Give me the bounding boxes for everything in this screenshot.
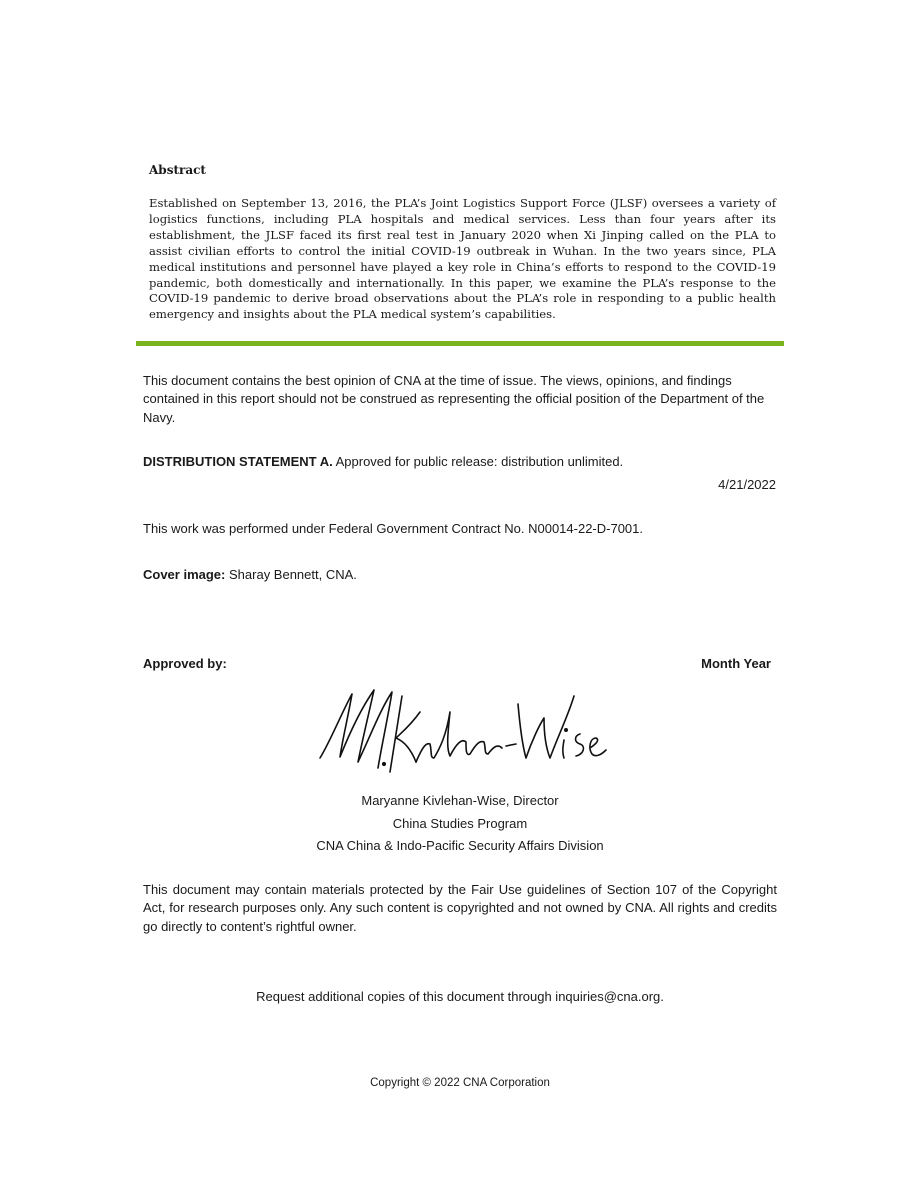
cover-text: Sharay Bennett, CNA. bbox=[229, 567, 357, 582]
abstract-body: Established on September 13, 2016, the PLA’s Joint Logistics Support Force (JLSF) oversees a variety of logistics functions, including PLA hospitals and medical services. Less than four years after its establishment, the JLSF faced its first real test in January 2020 when Xi Jinping called on the PLA to assist civilian efforts to control the initial COVID-19 outbreak in Wuhan. In the two years since, PLA medical institutions and personnel have played a key role in China’s efforts to respond to the COVID-19 pandemic, both domestically and internationally. In this paper, we examine the PLA’s response to the COVID-19 pandemic to derive broad observations about the PLA’s role in responding to a public health emergency and insights about the PLA medical system’s capabilities. bbox=[149, 196, 776, 322]
distribution-label: DISTRIBUTION STATEMENT A. bbox=[143, 454, 333, 469]
approved-by-label: Approved by: bbox=[143, 656, 227, 671]
signature bbox=[312, 682, 612, 782]
issue-date: 4/21/2022 bbox=[718, 477, 776, 492]
signer-program: China Studies Program bbox=[392, 815, 528, 831]
month-year-label: Month Year bbox=[701, 656, 771, 671]
signer-division: CNA China & Indo-Pacific Security Affairs Division bbox=[316, 838, 604, 853]
fair-use-text: This document may contain materials protected by the Fair Use guidelines of Section 107 of the Copyright Act, for research purposes only. Any such content is copyrighted and not owned by CNA. All rights and credits go directly to content’s rightful owner. bbox=[143, 882, 777, 934]
disclaimer-text: This document contains the best opinion of CNA at the time of issue. The views, opinions, and findings contained in this report should not be construed as representing the official position of the Department of the Navy. bbox=[143, 373, 765, 425]
section-divider bbox=[136, 341, 784, 346]
cover-label: Cover image: bbox=[143, 567, 226, 582]
distribution-statement bbox=[143, 453, 777, 471]
distribution-text: Approved for public release: distribution unlimited. bbox=[335, 454, 624, 469]
copyright-text: Copyright © 2022 CNA Corporation bbox=[370, 1077, 550, 1089]
signer-name: Maryanne Kivlehan-Wise, Director bbox=[361, 793, 559, 808]
request-copies-text: Request additional copies of this document through inquiries@cna.org. bbox=[256, 989, 664, 1004]
signer-block bbox=[160, 790, 760, 858]
cover-image-credit bbox=[143, 566, 777, 584]
abstract-heading: Abstract bbox=[149, 163, 206, 177]
contract-text: This work was performed under Federal Government Contract No. N00014-22-D-7001. bbox=[143, 521, 644, 536]
